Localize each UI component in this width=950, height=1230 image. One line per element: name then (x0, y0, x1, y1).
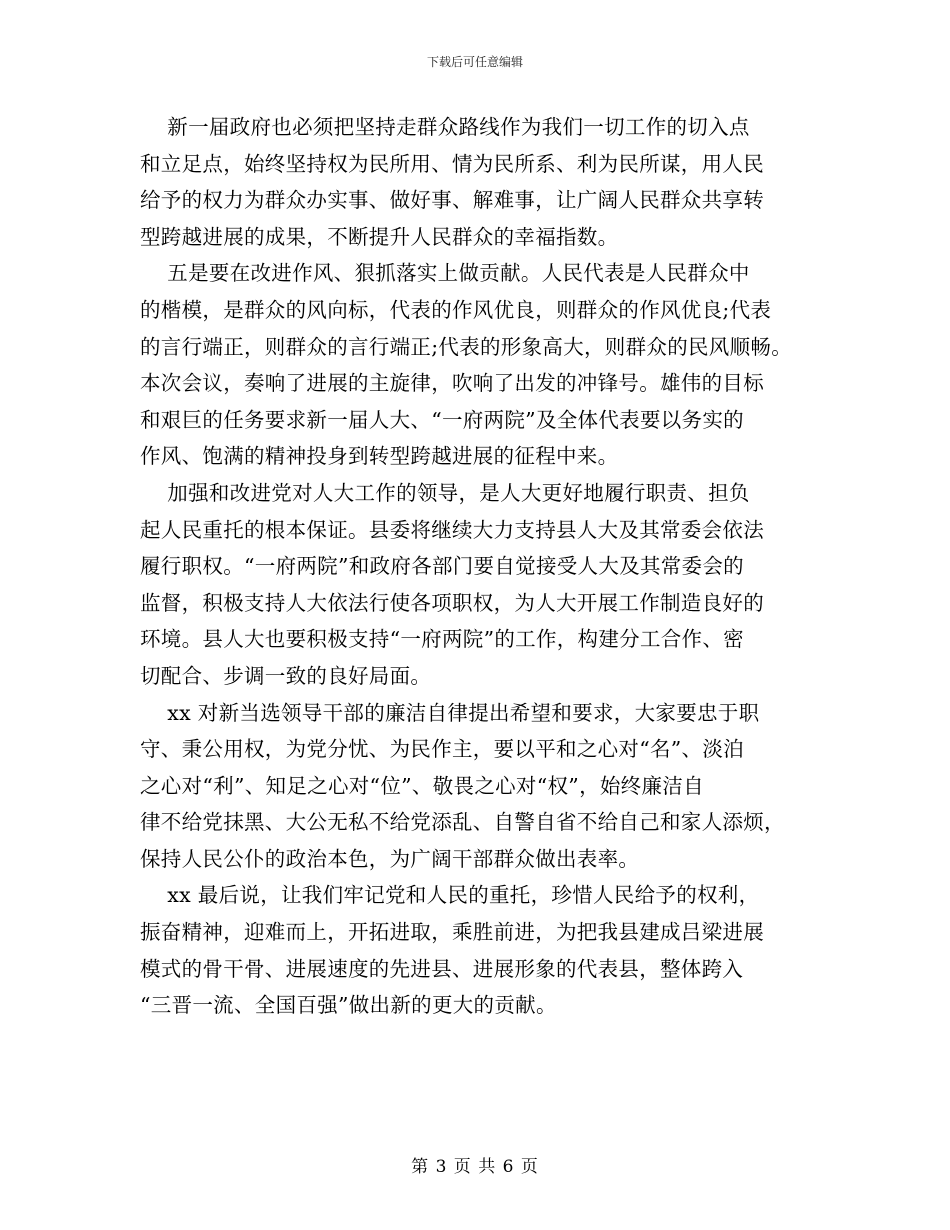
document-body (140, 109, 820, 1024)
paragraph (140, 255, 820, 475)
text-line: 履行职权。“一府两院”和政府各部门要自觉接受人大及其常委会的 (140, 554, 744, 579)
paragraph (140, 695, 820, 878)
text-line: 起人民重托的根本保证。县委将继续大力支持县人大及其常委会依法 (140, 517, 764, 542)
text-line: 加强和改进党对人大工作的领导，是人大更好地履行职责、担负 (140, 480, 750, 505)
paragraph (140, 877, 820, 1023)
page-number: 第 3 页 共 6 页 (411, 1157, 539, 1177)
text-line: 的楷模，是群众的风向标，代表的作风优良，则群众的作风优良;代表 (140, 297, 772, 322)
text-line: 之心对“利”、知足之心对“位”、敬畏之心对“权”，始终廉洁自 (140, 773, 704, 798)
text-line: 振奋精神，迎难而上，开拓进取，乘胜前进，为把我县建成吕梁进展 (140, 920, 764, 945)
text-line: 型跨越进展的成果，不断提升人民群众的幸福指数。 (140, 224, 619, 249)
text-line: 给予的权力为群众办实事、做好事、解难事，让广阔人民群众共享转 (140, 188, 764, 213)
text-line: 律不给党抹黑、大公无私不给党添乱、自警自省不给自己和家人添烦， (140, 810, 785, 835)
text-line: 的言行端正，则群众的言行端正;代表的形象高大，则群众的民风顺畅。 (140, 334, 793, 359)
text-line: 新一届政府也必须把坚持走群众路线作为我们一切工作的切入点 (140, 115, 750, 139)
paragraph (140, 109, 820, 255)
text-line: 保持人民公仆的政治本色，为广阔干部群众做出表率。 (140, 846, 640, 871)
text-line: 监督，积极支持人大依法行使各项职权，为人大开展工作制造良好的 (140, 590, 764, 615)
text-line: 环境。县人大也要积极支持“一府两院”的工作，构建分工合作、密 (140, 627, 744, 652)
paragraph (140, 475, 820, 695)
text-line: 切配合、步调一致的良好局面。 (140, 663, 432, 688)
text-line: 作风、饱满的精神投身到转型跨越进展的征程中来。 (140, 444, 619, 469)
text-line: xx 最后说，让我们牢记党和人民的重托，珍惜人民给予的权利， (140, 883, 760, 908)
text-line: xx 对新当选领导干部的廉洁自律提出希望和要求，大家要忠于职 (140, 700, 760, 725)
page-header-note: 下载后可任意编辑 (426, 55, 523, 69)
text-line: 和立足点，始终坚持权为民所用、情为民所系、利为民所谋，用人民 (140, 151, 764, 176)
text-line: 本次会议，奏响了进展的主旋律，吹响了出发的冲锋号。雄伟的目标 (140, 371, 764, 396)
text-line: 模式的骨干骨、进展速度的先进县、进展形象的代表县，整体跨入 (140, 956, 744, 981)
text-line: 守、秉公用权，为党分忧、为民作主，要以平和之心对“名”、淡泊 (140, 737, 744, 762)
text-line: 五是要在改进作风、狠抓落实上做贡献。人民代表是人民群众中 (140, 261, 750, 286)
text-line: “三晋一流、全国百强”做出新的更大的贡献。 (140, 993, 557, 1018)
text-line: 和艰巨的任务要求新一届人大、“一府两院”及全体代表要以务实的 (140, 407, 744, 432)
